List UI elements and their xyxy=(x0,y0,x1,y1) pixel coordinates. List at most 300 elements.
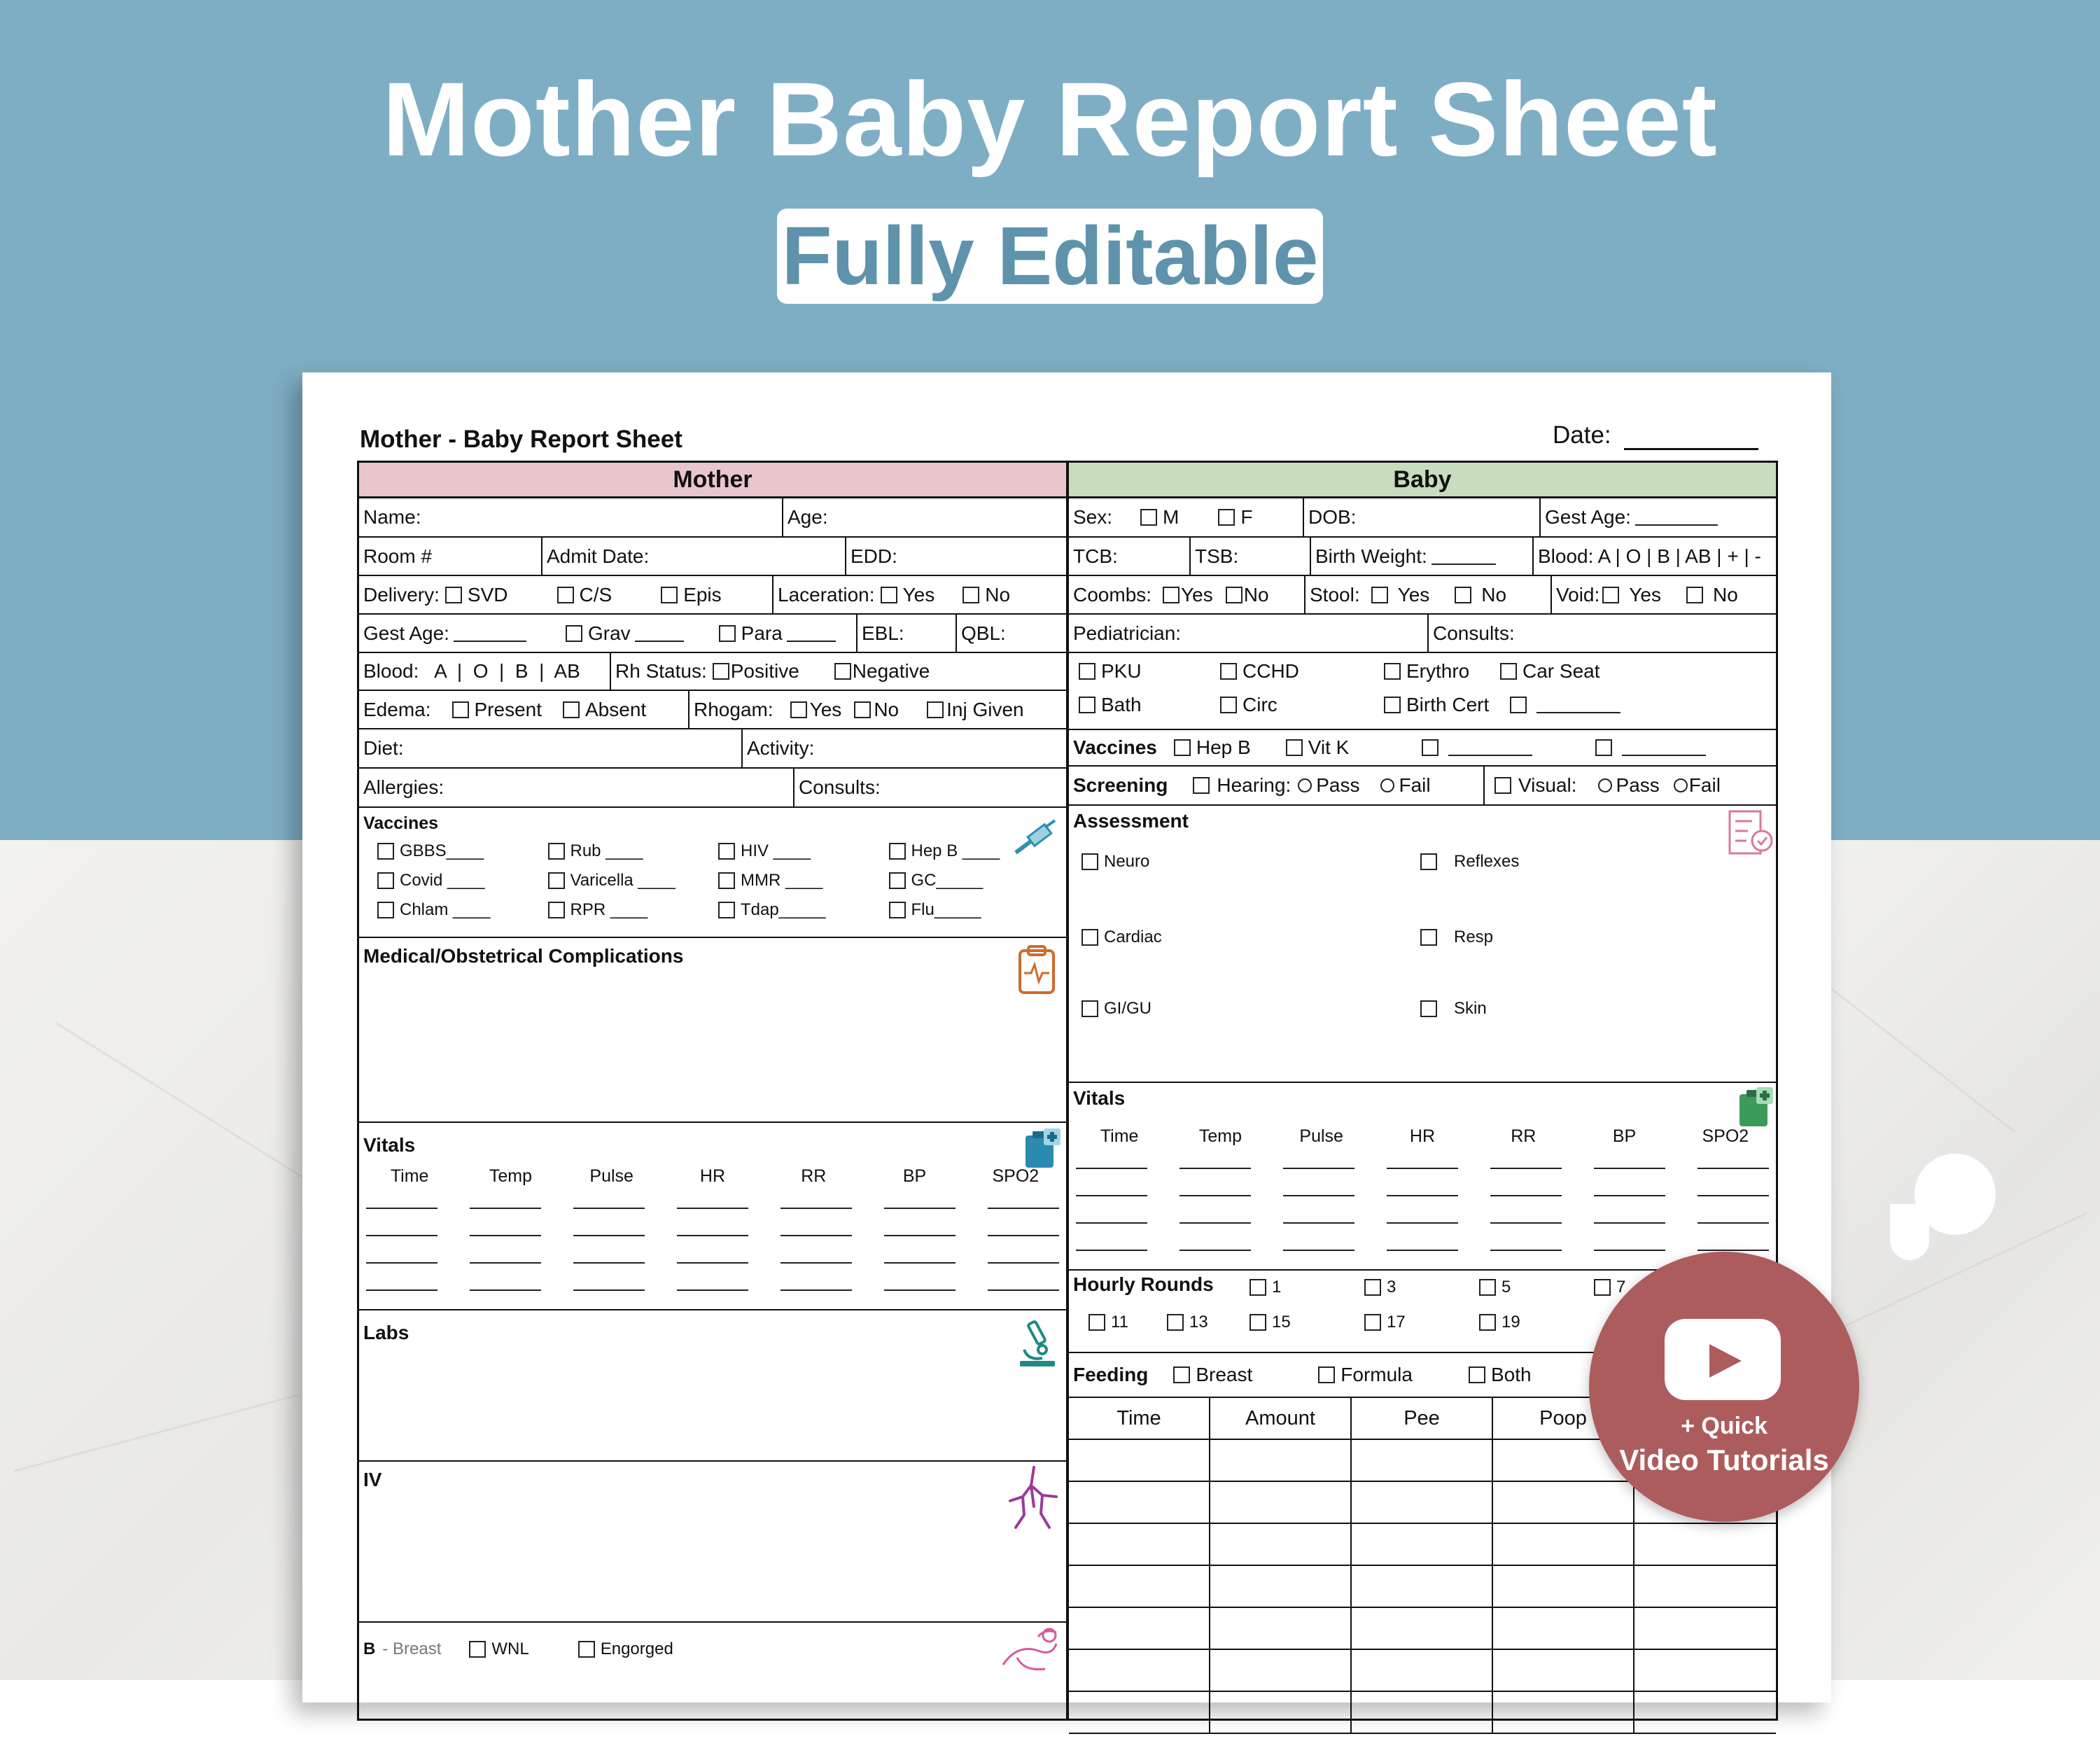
delivery-field: Delivery: SVD C/S Epis xyxy=(363,583,722,606)
vitals-entry-line[interactable] xyxy=(677,1236,748,1264)
vitals-entry-line[interactable] xyxy=(366,1236,438,1264)
vitals-entry-line[interactable] xyxy=(1698,1142,1769,1169)
assessment-checkbox[interactable] xyxy=(1082,929,1098,946)
feeding-cell[interactable] xyxy=(1634,1692,1776,1734)
vaccine-checkbox[interactable] xyxy=(548,872,565,889)
feeding-formula-checkbox[interactable] xyxy=(1318,1366,1335,1383)
feeding-cell[interactable] xyxy=(1069,1482,1210,1524)
mother-age-field[interactable]: Age: xyxy=(782,498,1066,536)
pku-checkbox[interactable] xyxy=(1079,663,1096,680)
hour-label: 17 xyxy=(1387,1313,1406,1331)
vaccine-label: GC_____ xyxy=(911,871,983,890)
activity-field[interactable]: Activity: xyxy=(741,729,1066,767)
screening-label: Screening xyxy=(1073,774,1168,796)
feeding-cell[interactable] xyxy=(1210,1566,1352,1608)
labs-section[interactable] xyxy=(359,1310,1066,1462)
vitals-entry-line[interactable] xyxy=(884,1236,955,1264)
checklist-search-icon xyxy=(1727,809,1776,860)
mother-vaccines-grid xyxy=(372,841,1054,920)
feeding-cell[interactable] xyxy=(1493,1524,1634,1566)
vaccine-other-2-checkbox[interactable] xyxy=(1595,739,1612,756)
iv-section[interactable] xyxy=(359,1462,1066,1623)
vitals-entry-line[interactable] xyxy=(780,1209,852,1236)
assessment-section xyxy=(1069,806,1776,1083)
vitals-column-lines xyxy=(366,1182,438,1291)
baby-header: Baby xyxy=(1069,463,1776,498)
other-checkbox[interactable] xyxy=(1510,697,1527,713)
void-no-checkbox[interactable] xyxy=(1686,587,1703,603)
mother-header: Mother xyxy=(359,463,1066,498)
vitals-column-lines xyxy=(988,1182,1059,1291)
feeding-cell[interactable] xyxy=(1634,1524,1776,1566)
vitals-entry-line[interactable] xyxy=(1283,1169,1354,1196)
vitals-entry-line[interactable] xyxy=(1387,1196,1458,1224)
hero-subtitle: Fully Editable xyxy=(781,210,1319,302)
vitals-column-lines xyxy=(1594,1142,1665,1251)
vaccine-checkbox[interactable] xyxy=(377,902,394,918)
tcb-field[interactable]: TCB: xyxy=(1073,545,1118,567)
hour-checkbox[interactable] xyxy=(1088,1314,1105,1331)
vitals-column-header: RR xyxy=(801,1166,827,1186)
vitals-entry-line[interactable] xyxy=(780,1264,852,1291)
vaccine-item xyxy=(542,900,713,920)
stool-yes-checkbox[interactable] xyxy=(1371,587,1388,603)
assessment-label: Resp xyxy=(1454,928,1494,946)
wnl-checkbox[interactable] xyxy=(469,1641,486,1658)
feeding-cell[interactable] xyxy=(1634,1608,1776,1650)
hour-label: 1 xyxy=(1272,1278,1282,1296)
vaccine-checkbox[interactable] xyxy=(889,843,906,860)
vitals-entry-line[interactable] xyxy=(677,1209,748,1236)
vaccine-item xyxy=(713,841,883,861)
youtube-play-icon xyxy=(1665,1319,1781,1400)
feeding-cell[interactable] xyxy=(1352,1524,1493,1566)
vaccine-checkbox[interactable] xyxy=(718,843,735,860)
mother-name-field[interactable]: Name: xyxy=(363,506,421,528)
mother-vitals-title: Vitals xyxy=(363,1134,416,1156)
hour-item xyxy=(1474,1313,1520,1332)
vitals-entry-line[interactable] xyxy=(470,1236,541,1264)
coombs-no-checkbox[interactable] xyxy=(1226,587,1242,603)
stool-field: Stool: Yes No xyxy=(1304,576,1550,613)
vaccine-other-1-blank[interactable] xyxy=(1448,739,1532,756)
vit-k-checkbox[interactable] xyxy=(1286,739,1303,756)
coombs-field: Coombs: Yes No xyxy=(1073,583,1269,606)
vitals-column-header: HR xyxy=(699,1166,726,1186)
vaccine-checkbox[interactable] xyxy=(548,902,565,918)
vaccine-label: Flu_____ xyxy=(911,900,981,919)
vitals-entry-line[interactable] xyxy=(573,1264,645,1291)
vitals-entry-line[interactable] xyxy=(573,1182,645,1209)
vaccine-other-1-checkbox[interactable] xyxy=(1422,739,1438,756)
feeding-both-checkbox[interactable] xyxy=(1469,1366,1485,1383)
vitals-entry-line[interactable] xyxy=(366,1264,438,1291)
feeding-cell[interactable] xyxy=(1210,1482,1352,1524)
feeding-cell[interactable] xyxy=(1352,1650,1493,1692)
vitals-entry-line[interactable] xyxy=(1076,1224,1147,1251)
sex-m-checkbox[interactable] xyxy=(1140,509,1157,526)
vitals-entry-line[interactable] xyxy=(1698,1196,1769,1224)
inj-given-checkbox[interactable] xyxy=(927,701,944,718)
hour-item xyxy=(1244,1278,1281,1297)
hour-checkbox[interactable] xyxy=(1250,1279,1266,1296)
edema-field: Edema: Present Absent xyxy=(363,698,647,720)
stool-no-checkbox[interactable] xyxy=(1455,587,1471,603)
void-yes-checkbox[interactable] xyxy=(1602,587,1619,603)
assessment-checkbox[interactable] xyxy=(1082,1000,1098,1017)
vitals-entry-line[interactable] xyxy=(1387,1142,1458,1169)
feeding-cell[interactable] xyxy=(1493,1608,1634,1650)
feeding-row: Feeding Breast Formula Both xyxy=(1073,1364,1532,1385)
feeding-cell[interactable] xyxy=(1493,1692,1634,1734)
vaccine-item xyxy=(883,841,1054,861)
svd-checkbox[interactable] xyxy=(445,587,462,603)
sex-field: Sex: M F xyxy=(1073,506,1253,528)
hour-checkbox[interactable] xyxy=(1479,1279,1496,1296)
vitals-entry-line[interactable] xyxy=(366,1209,438,1236)
vitals-entry-line[interactable] xyxy=(1490,1142,1562,1169)
vitals-column-header: SPO2 xyxy=(1702,1126,1749,1146)
allergies-field[interactable]: Allergies: xyxy=(363,776,444,798)
assessment-item xyxy=(1415,852,1519,872)
feeding-header-cell: Amount xyxy=(1210,1398,1352,1440)
feeding-cell[interactable] xyxy=(1069,1440,1210,1482)
vitals-column-header: SPO2 xyxy=(992,1166,1040,1186)
feeding-cell[interactable] xyxy=(1493,1566,1634,1608)
vitals-entry-line[interactable] xyxy=(470,1209,541,1236)
assessment-item xyxy=(1076,999,1152,1019)
vaccine-checkbox[interactable] xyxy=(718,902,735,918)
bath-checkbox[interactable] xyxy=(1079,697,1096,713)
vaccine-item xyxy=(372,871,542,890)
vitals-entry-line[interactable] xyxy=(1698,1169,1769,1196)
hour-label: 11 xyxy=(1111,1313,1128,1331)
vitals-entry-line[interactable] xyxy=(470,1182,541,1209)
feeding-cell[interactable] xyxy=(1493,1650,1634,1692)
feeding-cell[interactable] xyxy=(1210,1440,1352,1482)
edd-field[interactable]: EDD: xyxy=(845,538,1066,575)
vaccine-checkbox[interactable] xyxy=(377,843,394,860)
assessment-label: Skin xyxy=(1454,999,1487,1018)
vitals-entry-line[interactable] xyxy=(1180,1196,1251,1224)
vitals-entry-line[interactable] xyxy=(1698,1224,1769,1251)
vitals-entry-line[interactable] xyxy=(1490,1169,1562,1196)
mother-consults-field[interactable]: Consults: xyxy=(793,769,1066,806)
baby-gest-age-field[interactable]: Gest Age: xyxy=(1539,498,1776,536)
feeding-cell[interactable] xyxy=(1634,1566,1776,1608)
laceration-yes-checkbox[interactable] xyxy=(881,587,897,603)
diet-field[interactable]: Diet: xyxy=(363,737,404,759)
feeding-cell[interactable] xyxy=(1069,1650,1210,1692)
hearing-pass-radio[interactable] xyxy=(1298,778,1312,792)
vitals-column-lines xyxy=(1387,1142,1458,1251)
vaccines-title: Vaccines xyxy=(363,813,439,833)
vitals-entry-line[interactable] xyxy=(1180,1224,1251,1251)
assessment-checkbox[interactable] xyxy=(1082,853,1098,870)
vitals-entry-line[interactable] xyxy=(780,1236,852,1264)
breast-label: - Breast xyxy=(382,1639,442,1658)
vitals-entry-line[interactable] xyxy=(1594,1169,1665,1196)
vitals-entry-line[interactable] xyxy=(1594,1196,1665,1224)
assessment-checkbox[interactable] xyxy=(1420,853,1437,870)
feeding-cell[interactable] xyxy=(1493,1482,1634,1524)
hourly-rounds-title: Hourly Rounds xyxy=(1073,1273,1214,1295)
rhogam-yes-checkbox[interactable] xyxy=(790,701,807,718)
vitals-entry-line[interactable] xyxy=(988,1264,1059,1291)
vitals-column-header: HR xyxy=(1409,1126,1436,1146)
vitals-entry-line[interactable] xyxy=(1594,1142,1665,1169)
vitals-entry-line[interactable] xyxy=(677,1182,748,1209)
rh-negative-checkbox[interactable] xyxy=(834,663,851,680)
sex-f-checkbox[interactable] xyxy=(1218,509,1235,526)
rh-status-field: Rh Status: Positive Negative xyxy=(610,653,1066,690)
hour-checkbox[interactable] xyxy=(1250,1314,1266,1331)
epis-checkbox[interactable] xyxy=(661,587,678,603)
feeding-header-cell: Poop xyxy=(1493,1398,1634,1440)
video-tutorial-badge[interactable] xyxy=(1589,1252,1859,1522)
coombs-yes-checkbox[interactable] xyxy=(1163,587,1180,603)
vitals-entry-line[interactable] xyxy=(988,1236,1059,1264)
labs-title: Labs xyxy=(363,1322,410,1343)
feeding-cell[interactable] xyxy=(1210,1524,1352,1566)
vitals-entry-line[interactable] xyxy=(1076,1196,1147,1224)
hearing-fail-radio[interactable] xyxy=(1380,778,1394,792)
assessment-label: Cardiac xyxy=(1104,928,1162,946)
assessment-label: Reflexes xyxy=(1454,852,1520,871)
hero-title: Mother Baby Report Sheet xyxy=(382,60,1718,178)
mother-column xyxy=(357,461,1068,1721)
vitals-entry-line[interactable] xyxy=(1180,1169,1251,1196)
sheet-title: Mother - Baby Report Sheet xyxy=(360,426,682,453)
vaccine-item xyxy=(542,841,713,861)
vitals-column-lines xyxy=(1180,1142,1251,1251)
vitals-entry-line[interactable] xyxy=(1180,1142,1251,1169)
baby-checklist: PKU CCHD Erythro Car Seat Bath Circ Birth Cert xyxy=(1069,653,1776,730)
hour-checkbox[interactable] xyxy=(1594,1279,1611,1296)
baby-blood-field[interactable]: Blood: A | O | B | AB | + | - xyxy=(1532,538,1776,575)
vitals-column-header: Pulse xyxy=(1299,1126,1343,1146)
vitals-entry-line[interactable] xyxy=(884,1264,955,1291)
hour-item xyxy=(1244,1313,1291,1332)
vitals-entry-line[interactable] xyxy=(884,1209,955,1236)
vaccine-label: Tdap_____ xyxy=(741,900,826,919)
vitals-entry-line[interactable] xyxy=(1490,1196,1562,1224)
edema-absent-checkbox[interactable] xyxy=(563,701,580,718)
feeding-cell[interactable] xyxy=(1210,1608,1352,1650)
vitals-entry-line[interactable] xyxy=(1283,1196,1354,1224)
veins-icon xyxy=(1003,1464,1062,1532)
hour-checkbox[interactable] xyxy=(1167,1314,1184,1331)
baby-vitals-section xyxy=(1069,1083,1776,1271)
visual-fail-radio[interactable] xyxy=(1674,778,1688,792)
car-seat-checkbox[interactable] xyxy=(1500,663,1517,680)
hour-checkbox[interactable] xyxy=(1479,1314,1496,1331)
vitals-entry-line[interactable] xyxy=(1387,1224,1458,1251)
vaccine-label: Chlam ____ xyxy=(400,900,491,919)
assessment-item xyxy=(1076,928,1162,947)
vitals-column-header: Time xyxy=(390,1166,429,1186)
breast-section: B - Breast WNL Engorged xyxy=(359,1623,1066,1707)
cs-checkbox[interactable] xyxy=(557,587,574,603)
decor-arc xyxy=(1890,1204,1929,1260)
baby-vitals-title: Vitals xyxy=(1073,1087,1126,1109)
feeding-cell[interactable] xyxy=(1352,1440,1493,1482)
breastfeeding-icon xyxy=(989,1623,1066,1679)
edema-present-checkbox[interactable] xyxy=(452,701,469,718)
hour-checkbox[interactable] xyxy=(1364,1314,1381,1331)
vaccine-label: MMR ____ xyxy=(741,871,823,890)
vitals-column-lines xyxy=(780,1182,852,1291)
vaccine-item xyxy=(883,871,1054,890)
other-blank[interactable] xyxy=(1536,697,1620,713)
feeding-cell[interactable] xyxy=(1210,1650,1352,1692)
ebl-field[interactable]: EBL: xyxy=(856,615,955,652)
birth-weight-blank[interactable] xyxy=(1432,548,1496,565)
hearing-checkbox[interactable] xyxy=(1193,777,1210,794)
pediatrician-field[interactable]: Pediatrician: xyxy=(1073,622,1182,644)
rhogam-no-checkbox[interactable] xyxy=(854,701,871,718)
rh-positive-checkbox[interactable] xyxy=(713,663,729,680)
feeding-cell[interactable] xyxy=(1352,1692,1493,1734)
vaccine-label: GBBS____ xyxy=(400,841,484,860)
grav-checkbox[interactable] xyxy=(566,625,582,642)
assessment-item xyxy=(1415,999,1487,1019)
hour-item xyxy=(1161,1313,1208,1332)
vitals-entry-line[interactable] xyxy=(1283,1224,1354,1251)
vitals-entry-line[interactable] xyxy=(1490,1224,1562,1251)
vitals-column-header: Time xyxy=(1100,1126,1139,1146)
hour-label: 3 xyxy=(1387,1278,1396,1296)
vitals-column-lines xyxy=(1490,1142,1562,1251)
hearing-screening-field: Screening Hearing: Pass Fail xyxy=(1073,774,1431,796)
vitals-column-lines xyxy=(1076,1142,1147,1251)
vitals-entry-line[interactable] xyxy=(780,1182,852,1209)
date-label: Date: xyxy=(1553,421,1611,449)
vaccine-item xyxy=(713,871,883,890)
complications-section[interactable] xyxy=(359,938,1066,1123)
vitals-entry-line[interactable] xyxy=(573,1236,645,1264)
vitals-entry-line[interactable] xyxy=(988,1182,1059,1209)
vitals-entry-line[interactable] xyxy=(470,1264,541,1291)
hour-label: 15 xyxy=(1272,1313,1291,1331)
assessment-item xyxy=(1076,852,1149,872)
feeding-cell[interactable] xyxy=(1069,1524,1210,1566)
vaccine-label: Hep B ____ xyxy=(911,841,1000,860)
visual-checkbox[interactable] xyxy=(1494,777,1511,794)
birth-weight-field[interactable]: Birth Weight: xyxy=(1310,538,1532,575)
vaccine-other-2-blank[interactable] xyxy=(1622,739,1706,756)
feeding-cell[interactable] xyxy=(1069,1692,1210,1734)
laceration-no-checkbox[interactable] xyxy=(962,587,979,603)
vaccine-checkbox[interactable] xyxy=(889,902,906,918)
erythro-checkbox[interactable] xyxy=(1384,663,1401,680)
assessment-checkbox[interactable] xyxy=(1420,929,1437,946)
hour-item xyxy=(1474,1278,1511,1297)
vaccine-label: Varicella ____ xyxy=(570,871,676,890)
feeding-cell[interactable] xyxy=(1069,1566,1210,1608)
vitals-entry-line[interactable] xyxy=(988,1209,1059,1236)
engorged-checkbox[interactable] xyxy=(578,1641,595,1658)
date-field[interactable] xyxy=(1624,448,1758,450)
vaccine-checkbox[interactable] xyxy=(377,872,394,889)
laceration-field: Laceration: Yes No xyxy=(772,576,1066,613)
vaccine-checkbox[interactable] xyxy=(548,843,565,860)
vitals-column-header: BP xyxy=(902,1166,927,1186)
badge-line2: Video Tutorials xyxy=(1619,1443,1829,1476)
hour-label: 19 xyxy=(1502,1313,1520,1331)
baby-gest-age-blank[interactable] xyxy=(1635,509,1718,526)
feeding-cell[interactable] xyxy=(1352,1608,1493,1650)
vitals-entry-line[interactable] xyxy=(573,1209,645,1236)
vaccine-checkbox[interactable] xyxy=(889,872,906,889)
clipboard-medical-icon xyxy=(1023,1127,1063,1170)
vitals-entry-line[interactable] xyxy=(1387,1169,1458,1196)
feeding-cell[interactable] xyxy=(1352,1482,1493,1524)
circ-checkbox[interactable] xyxy=(1220,697,1237,713)
vitals-entry-line[interactable] xyxy=(1283,1142,1354,1169)
room-field[interactable]: Room # xyxy=(363,545,433,567)
vaccine-item xyxy=(372,900,542,920)
vaccine-item xyxy=(372,841,542,861)
baby-consults-field[interactable]: Consults: xyxy=(1427,615,1776,652)
feeding-breast-checkbox[interactable] xyxy=(1173,1366,1190,1383)
vitals-entry-line[interactable] xyxy=(677,1264,748,1291)
birth-cert-checkbox[interactable] xyxy=(1384,697,1401,713)
gest-age-blank[interactable] xyxy=(454,625,526,642)
vitals-entry-line[interactable] xyxy=(884,1182,955,1209)
clipboard-heartbeat-icon xyxy=(1017,944,1056,995)
vitals-column-lines xyxy=(1283,1142,1354,1251)
feeding-cell[interactable] xyxy=(1210,1692,1352,1734)
visual-pass-radio[interactable] xyxy=(1598,778,1612,792)
admit-date-field[interactable]: Admit Date: xyxy=(541,538,845,575)
dob-field[interactable]: DOB: xyxy=(1303,498,1539,536)
hour-item xyxy=(1083,1313,1128,1332)
feeding-cell[interactable] xyxy=(1352,1566,1493,1608)
feeding-cell[interactable] xyxy=(1069,1608,1210,1650)
hour-item xyxy=(1359,1278,1396,1297)
void-field: Void: Yes No xyxy=(1550,576,1776,613)
rhogam-field: Rhogam: Yes No Inj Given xyxy=(688,691,1066,728)
para-blank[interactable] xyxy=(787,625,836,642)
cchd-checkbox[interactable] xyxy=(1220,663,1237,680)
hep-b-checkbox[interactable] xyxy=(1174,739,1191,756)
subtitle-pill xyxy=(777,209,1323,304)
mother-blood-field[interactable]: Blood: A | O | B | AB xyxy=(363,660,580,682)
vitals-entry-line[interactable] xyxy=(366,1182,438,1209)
feeding-cell[interactable] xyxy=(1634,1650,1776,1692)
tsb-field[interactable]: TSB: xyxy=(1189,538,1310,575)
assessment-checkbox[interactable] xyxy=(1420,1000,1437,1017)
vitals-column-lines xyxy=(573,1182,645,1291)
vitals-entry-line[interactable] xyxy=(1594,1224,1665,1251)
grav-blank[interactable] xyxy=(635,625,684,642)
hour-checkbox[interactable] xyxy=(1364,1279,1381,1296)
complications-title: Medical/Obstetrical Complications xyxy=(363,945,684,967)
hour-item xyxy=(1588,1278,1625,1297)
vitals-entry-line[interactable] xyxy=(1076,1142,1147,1169)
vaccine-checkbox[interactable] xyxy=(718,872,735,889)
qbl-field[interactable]: QBL: xyxy=(955,615,1066,652)
vitals-entry-line[interactable] xyxy=(1076,1169,1147,1196)
mother-vitals-section xyxy=(359,1123,1066,1310)
vitals-column-lines xyxy=(884,1182,955,1291)
para-checkbox[interactable] xyxy=(719,625,736,642)
vitals-column-lines xyxy=(677,1182,748,1291)
report-sheet xyxy=(302,372,1831,1702)
mother-vaccines-section xyxy=(359,808,1066,938)
baby-vaccines-label: Vaccines xyxy=(1073,736,1157,758)
